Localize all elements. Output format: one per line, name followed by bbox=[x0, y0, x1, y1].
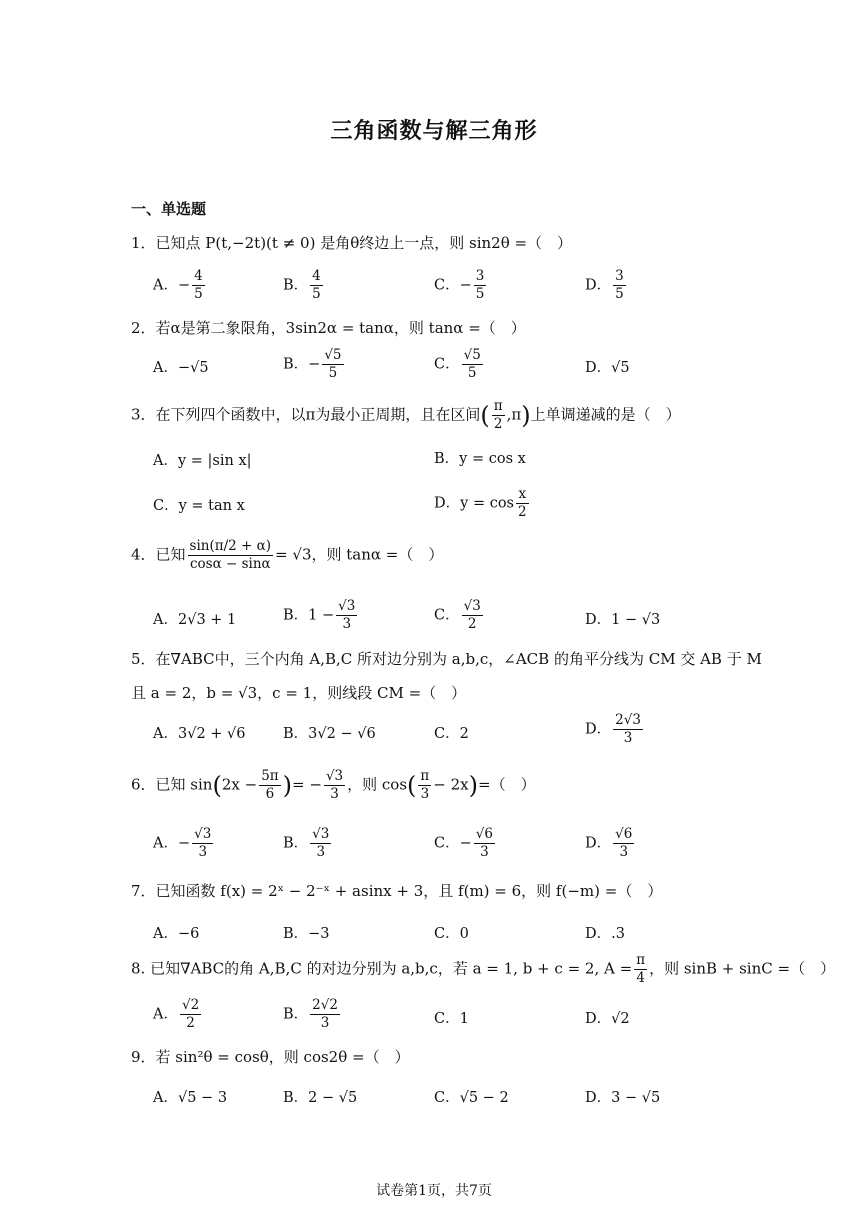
q4-option-a[interactable]: A．2√3 + 1 bbox=[153, 612, 237, 628]
q2-option-a[interactable]: A．−√5 bbox=[153, 360, 209, 376]
page-title: 三角函数与解三角形 bbox=[330, 118, 538, 144]
q8-option-a[interactable]: A． $\frac{√2}{2}$ bbox=[153, 997, 200, 1031]
q8-option-b[interactable]: B． $\frac{2√2}{3}$ bbox=[283, 997, 338, 1031]
q7-option-a[interactable]: A．−6 bbox=[153, 926, 200, 942]
q1-option-b[interactable]: B． $\frac{4}{5}$ bbox=[283, 268, 321, 302]
q3-option-c[interactable]: C．y = tan x bbox=[153, 498, 245, 514]
q3-option-a[interactable]: A．y = |sin x| bbox=[153, 453, 252, 469]
question-2-stem: 2．若α是第二象限角，3sin2α = tanα，则 tanα =（ ） bbox=[131, 319, 526, 337]
question-3-stem: 3．在下列四个函数中，以π为最小正周期，且在区间( $\frac{\pi}{2}$ ,π)上单调递减的是（ ） bbox=[131, 398, 681, 432]
q5-option-c[interactable]: C．2 bbox=[434, 726, 469, 742]
q2-option-d[interactable]: D．√5 bbox=[585, 360, 630, 376]
q3-option-b[interactable]: B．y = cos x bbox=[434, 451, 526, 467]
section-heading: 一、单选题 bbox=[131, 200, 207, 218]
q9-option-b[interactable]: B．2 − √5 bbox=[283, 1090, 358, 1106]
question-5-stem: 5．在∇ABC中，三个内角 A,B,C 所对边分别为 a,b,c，∠ACB 的角平分线为 CM 交 AB 于 M bbox=[131, 650, 762, 668]
q9-option-c[interactable]: C．√5 − 2 bbox=[434, 1090, 509, 1106]
q6-option-d[interactable]: D． $\frac{√6}{3}$ bbox=[585, 826, 633, 860]
q5-option-d[interactable]: D． $\frac{2√3}{3}$ bbox=[585, 712, 641, 746]
q7-option-d[interactable]: D．.3 bbox=[585, 926, 625, 942]
q7-option-c[interactable]: C．0 bbox=[434, 926, 469, 942]
q1-option-c[interactable]: C．− $\frac{3}{5}$ bbox=[434, 268, 485, 302]
q1-option-a[interactable]: A．− $\frac{4}{5}$ bbox=[153, 268, 203, 302]
page-footer: 试卷第1页，共7页 bbox=[376, 1183, 492, 1199]
q2-option-b[interactable]: B．− $\frac{√5}{5}$ bbox=[283, 347, 342, 381]
q9-option-d[interactable]: D．3 − √5 bbox=[585, 1090, 661, 1106]
q2-option-c[interactable]: C． $\frac{√5}{5}$ bbox=[434, 347, 481, 381]
q3-option-d[interactable]: D．y = cos $\frac{x}{2}$ bbox=[434, 486, 527, 520]
q6-option-b[interactable]: B． $\frac{√3}{3}$ bbox=[283, 826, 330, 860]
q7-option-b[interactable]: B．−3 bbox=[283, 926, 330, 942]
question-8-stem: 8. 已知∇ABC的角 A,B,C 的对边分别为 a,b,c，若 a = 1, b + c = 2, A = $\frac{\pi}{4}$ ，则 sinB + sinC =（ ） bbox=[131, 952, 836, 986]
question-6-stem: 6．已知 sin(2x − $\frac{5\pi}{6}$ )= − $\frac{√3}{3}$ ，则 cos( $\frac{\pi}{3}$ − 2x)=（ ） bbox=[131, 768, 536, 802]
q5-option-b[interactable]: B．3√2 − √6 bbox=[283, 726, 376, 742]
question-1-stem: 1．已知点 P(t,−2t)(t ≠ 0) 是角θ终边上一点，则 sin2θ =（ ） bbox=[131, 234, 573, 252]
q4-option-b[interactable]: B．1 − $\frac{√3}{3}$ bbox=[283, 598, 356, 632]
q8-option-d[interactable]: D．√2 bbox=[585, 1011, 630, 1027]
q9-option-a[interactable]: A．√5 − 3 bbox=[153, 1090, 228, 1106]
question-9-stem: 9．若 sin²θ = cosθ，则 cos2θ =（ ） bbox=[131, 1048, 410, 1066]
q1-option-d[interactable]: D． $\frac{3}{5}$ bbox=[585, 268, 624, 302]
q6-option-a[interactable]: A．− $\frac{√3}{3}$ bbox=[153, 826, 212, 860]
q6-option-c[interactable]: C．− $\frac{√6}{3}$ bbox=[434, 826, 493, 860]
q5-option-a[interactable]: A．3√2 + √6 bbox=[153, 726, 246, 742]
question-5-stem-2: 且 a = 2，b = √3，c = 1，则线段 CM =（ ） bbox=[131, 684, 467, 702]
q4-option-d[interactable]: D．1 − √3 bbox=[585, 612, 661, 628]
question-4-stem: 4．已知 $\frac{\sin(\pi/2 + \alpha)}{\cos\alpha - \sin\alpha}$ = √3，则 tanα =（ ） bbox=[131, 538, 444, 572]
q8-option-c[interactable]: C．1 bbox=[434, 1011, 469, 1027]
question-7-stem: 7．已知函数 f(x) = 2ˣ − 2⁻ˣ + asinx + 3，且 f(m) = 6，则 f(−m) =（ ） bbox=[131, 882, 663, 900]
q4-option-c[interactable]: C． $\frac{√3}{2}$ bbox=[434, 598, 481, 632]
